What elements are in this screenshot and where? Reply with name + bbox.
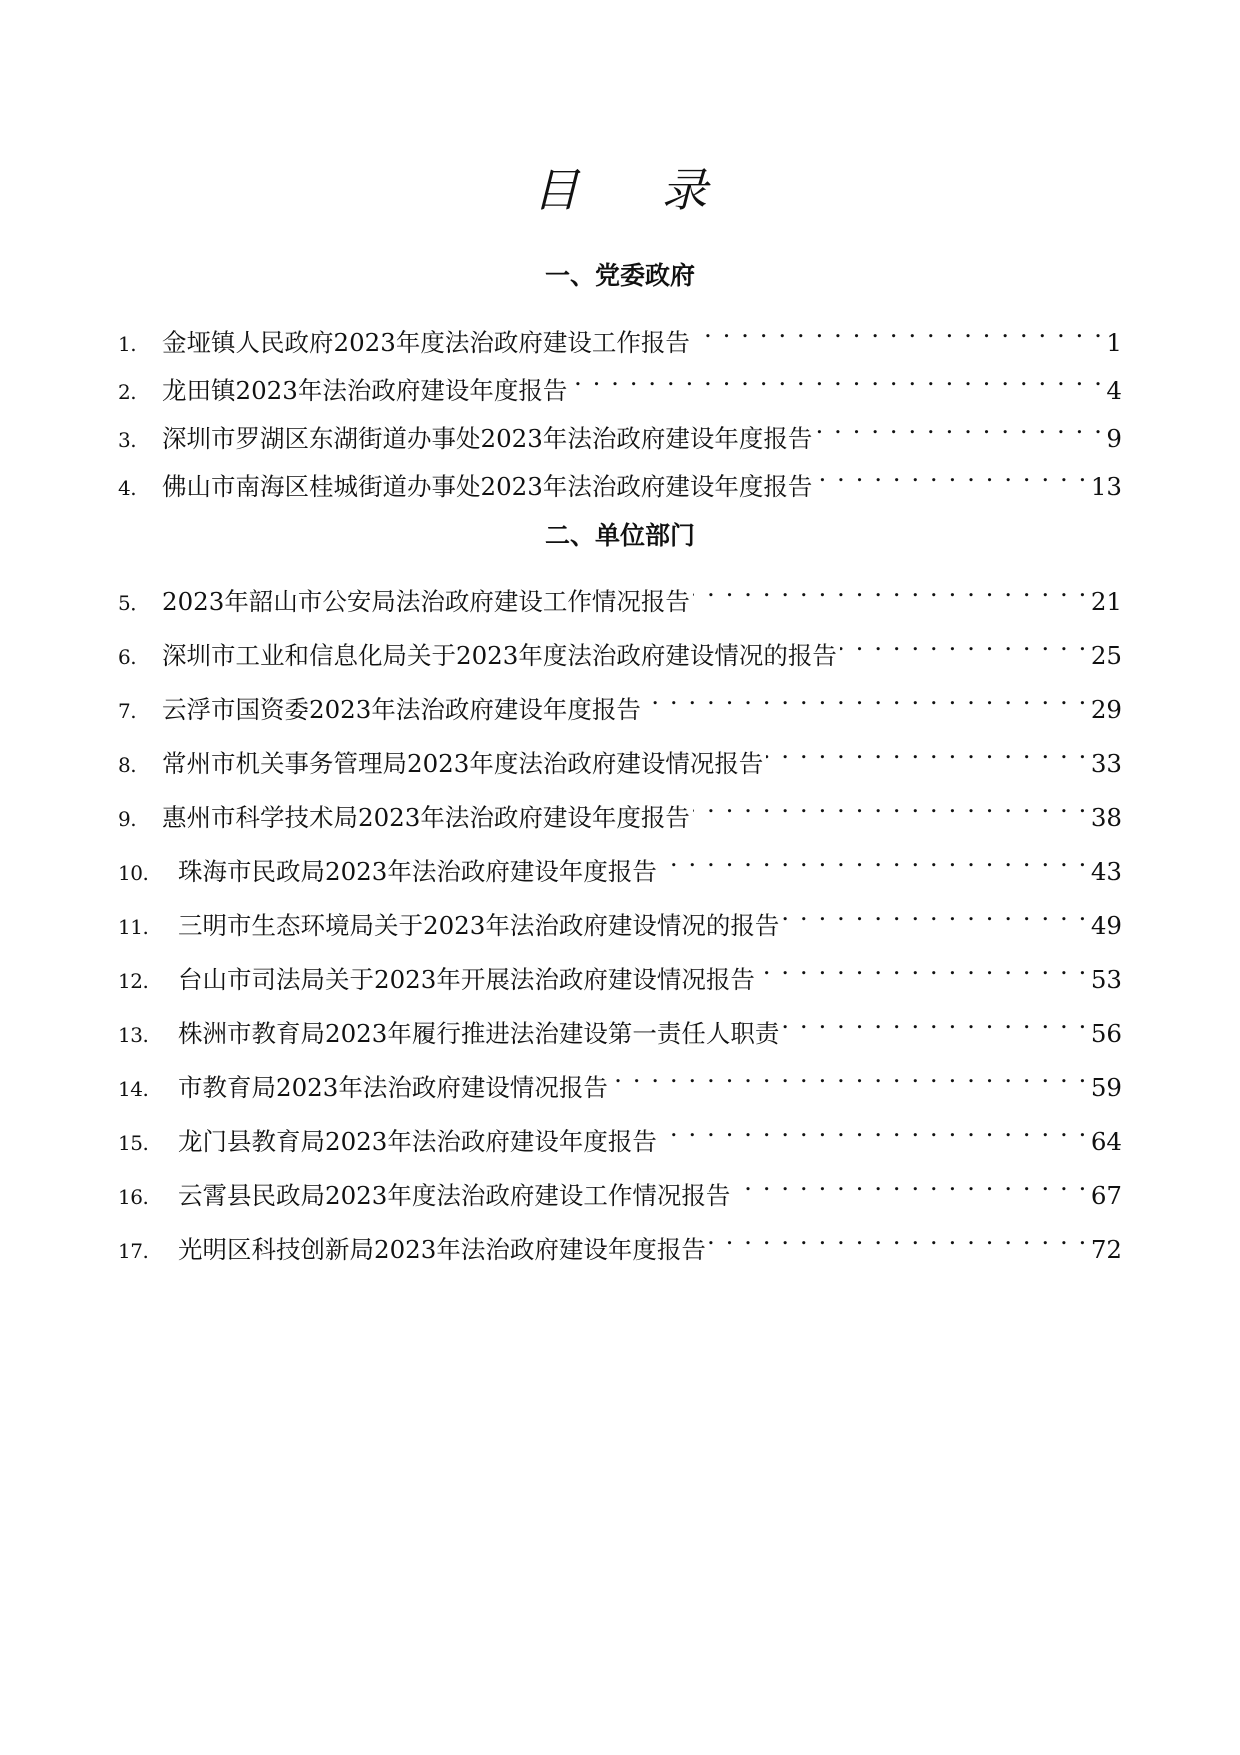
toc-entry-page: 67 <box>1090 1181 1122 1210</box>
toc-entry-number: 1. <box>118 332 137 356</box>
toc-entry[interactable] <box>118 403 1122 453</box>
toc-entry-title: 台山市司法局关于2023年开展法治政府建设情况报告 <box>178 965 755 994</box>
toc-dot-leader <box>758 944 1088 988</box>
toc-entry[interactable] <box>118 355 1122 405</box>
toc-entry-page: 49 <box>1090 911 1122 940</box>
toc-entry-title: 龙门县教育局2023年法治政府建设年度报告 <box>178 1127 657 1156</box>
toc-dot-leader <box>766 728 1087 772</box>
toc-entry-title: 常州市机关事务管理局2023年度法治政府建设情况报告 <box>162 749 764 778</box>
toc-entry-title: 深圳市罗湖区东湖街道办事处2023年法治政府建设年度报告 <box>162 424 813 453</box>
toc-entry-title: 龙田镇2023年法治政府建设年度报告 <box>162 376 568 405</box>
toc-entry-page: 43 <box>1090 857 1122 886</box>
toc-dot-leader <box>693 782 1088 826</box>
toc-dot-leader <box>815 403 1103 447</box>
toc-entry-number: 7. <box>118 699 137 723</box>
toc-dot-leader <box>840 620 1088 664</box>
toc-entry-number: 15. <box>118 1131 149 1155</box>
toc-dot-leader <box>570 355 1103 399</box>
toc-entry-page: 4 <box>1106 376 1122 405</box>
toc-entry-title: 珠海市民政局2023年法治政府建设年度报告 <box>178 857 657 886</box>
toc-entry-number: 16. <box>118 1185 149 1209</box>
toc-entry[interactable] <box>118 1106 1122 1156</box>
toc-entry-number: 13. <box>118 1023 149 1047</box>
toc-entry-number: 6. <box>118 645 137 669</box>
toc-entry[interactable] <box>118 451 1122 501</box>
toc-entry-page: 1 <box>1106 328 1122 357</box>
toc-dot-leader <box>782 890 1087 934</box>
toc-entry-title: 佛山市南海区桂城街道办事处2023年法治政府建设年度报告 <box>162 472 813 501</box>
section-heading-party-government: 一、党委政府 <box>544 261 695 290</box>
toc-entry[interactable] <box>118 782 1122 832</box>
toc-entry-number: 14. <box>118 1077 149 1101</box>
toc-dot-leader <box>815 451 1087 495</box>
toc-entry-title: 2023年韶山市公安局法治政府建设工作情况报告 <box>162 587 690 616</box>
toc-entry-number: 17. <box>118 1239 149 1263</box>
toc-entry[interactable] <box>118 1214 1122 1264</box>
toc-entry-page: 59 <box>1090 1073 1122 1102</box>
toc-entry-page: 33 <box>1090 749 1122 778</box>
toc-entry[interactable] <box>118 307 1122 357</box>
toc-entry-title: 三明市生态环境局关于2023年法治政府建设情况的报告 <box>178 911 780 940</box>
toc-entry-title: 深圳市工业和信息化局关于2023年度法治政府建设情况的报告 <box>162 641 837 670</box>
toc-entry-number: 11. <box>118 915 149 939</box>
toc-entry-title: 云浮市国资委2023年法治政府建设年度报告 <box>162 695 641 724</box>
toc-entry-page: 21 <box>1090 587 1122 616</box>
toc-entry-page: 25 <box>1090 641 1122 670</box>
toc-entry-number: 12. <box>118 969 149 993</box>
toc-entry-title: 云霄县民政局2023年度法治政府建设工作情况报告 <box>178 1181 731 1210</box>
toc-entry-title: 惠州市科学技术局2023年法治政府建设年度报告 <box>162 803 690 832</box>
toc-entry[interactable] <box>118 1052 1122 1102</box>
toc-dot-leader <box>611 1052 1088 1096</box>
toc-title: 目 录 <box>532 163 742 217</box>
toc-entry-number: 5． <box>118 591 150 615</box>
toc-entry-page: 72 <box>1090 1235 1122 1264</box>
toc-entry-number: 4. <box>118 476 137 500</box>
toc-entry-page: 64 <box>1090 1127 1122 1156</box>
toc-entry[interactable] <box>118 890 1122 940</box>
toc-entry-title: 市教育局2023年法治政府建设情况报告 <box>178 1073 608 1102</box>
toc-dot-leader <box>782 998 1087 1042</box>
toc-entry-number: 8. <box>118 753 137 777</box>
toc-dot-leader <box>709 1214 1088 1258</box>
toc-dot-leader <box>660 1106 1088 1150</box>
toc-entry-number: 3. <box>118 428 137 452</box>
toc-entry[interactable] <box>118 674 1122 724</box>
toc-entry-page: 13 <box>1090 472 1122 501</box>
toc-entry[interactable] <box>118 620 1122 670</box>
toc-dot-leader <box>693 307 1104 351</box>
section-heading-departments: 二、单位部门 <box>544 521 695 550</box>
toc-entry-page: 53 <box>1090 965 1122 994</box>
toc-entry[interactable] <box>118 944 1122 994</box>
toc-dot-leader <box>733 1160 1087 1204</box>
toc-entry-page: 56 <box>1090 1019 1122 1048</box>
toc-entry-number: 9. <box>118 807 137 831</box>
toc-entry-page: 29 <box>1090 695 1122 724</box>
toc-entry-title: 光明区科技创新局2023年法治政府建设年度报告 <box>178 1235 706 1264</box>
toc-entry-page: 9 <box>1106 424 1122 453</box>
toc-entry[interactable] <box>118 1160 1122 1210</box>
toc-entry[interactable] <box>118 998 1122 1048</box>
toc-dot-leader <box>660 836 1088 880</box>
toc-entry-number: 2. <box>118 380 137 404</box>
toc-entry-number: 10. <box>118 861 149 885</box>
toc-entry[interactable] <box>118 728 1122 778</box>
toc-entry[interactable] <box>118 836 1122 886</box>
toc-entry-page: 38 <box>1090 803 1122 832</box>
toc-dot-leader <box>644 674 1088 718</box>
toc-entry[interactable] <box>118 566 1122 616</box>
toc-entry-title: 株洲市教育局2023年履行推进法治建设第一责任人职责 <box>178 1019 780 1048</box>
toc-dot-leader <box>693 566 1088 610</box>
toc-entry-title: 金垭镇人民政府2023年度法治政府建设工作报告 <box>162 328 690 357</box>
